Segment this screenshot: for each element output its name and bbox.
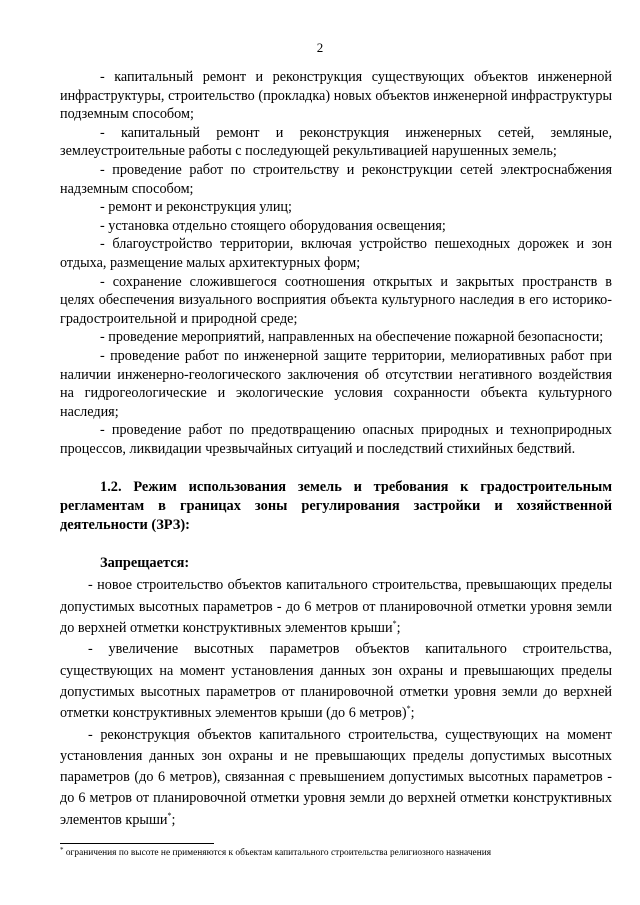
permitted-works-list [60, 68, 612, 458]
footnote-reference: * [406, 704, 411, 714]
footnote [60, 847, 612, 859]
footnote-reference: * [167, 810, 172, 820]
list-item-text: - новое строительство объектов капитального строительства, превышающих пределы допустимых высотных параметров - до 6 метров от планировочной отметки уровня земли до верхней отметки конструктивных элементов крыши [60, 577, 612, 637]
list-item-end: ; [171, 811, 176, 828]
footnote-divider [60, 843, 214, 844]
list-item [60, 725, 612, 831]
list-item: - капитальный ремонт и реконструкция инженерных сетей, земляные, землеустроительные работы с последующей рекультивацией нарушенных земель; [60, 124, 612, 160]
list-item [60, 575, 612, 639]
list-item: - проведение работ по инженерной защите территории, мелиоративных работ при наличии инженерно-геологического заключения об отсутствии негативного воздействия на гидрогеологические и экологические условия сохранности объекта культурного наследия; [60, 347, 612, 420]
list-item: - проведение мероприятий, направленных на обеспечение пожарной безопасности; [100, 329, 604, 346]
prohibited-subheading: Запрещается: [100, 555, 190, 572]
section-heading: 1.2. Режим использования земель и требования к градостроительным регламентам в границах зоны регулирования застройки и хозяйственной деятельности (ЗРЗ): [60, 479, 612, 534]
list-item: - капитальный ремонт и реконструкция существующих объектов инженерной инфраструктуры, строительство (прокладка) новых объектов инженерной инфраструктуры подземным способом; [60, 69, 612, 123]
list-item-end: ; [410, 705, 415, 722]
list-item-text: - увеличение высотных параметров объектов капитального строительства, существующих на момент установления данных зон охраны и превышающих пределы допустимых высотных параметров от планировочной отметки уровня земли до верхней отметки конструктивных элементов крыши (до 6 метров) [60, 641, 612, 722]
list-item: - установка отдельно стоящего оборудования освещения; [100, 217, 446, 234]
list-item: - благоустройство территории, включая устройство пешеходных дорожек и зон отдыха, размещение малых архитектурных форм; [60, 236, 612, 271]
footnote-reference: * [392, 619, 397, 629]
list-item [60, 639, 612, 724]
prohibited-works-list [60, 575, 612, 831]
list-item-end: ; [396, 620, 401, 637]
list-item-text: - реконструкция объектов капитального строительства, существующих на момент установления данных зон охраны и не превышающих пределы допустимых высотных параметров (до 6 метров), связанная с превышением допустимых высотных параметров - до 6 метров от планировочной отметки уровня земли до верхней отметки конструктивных элементов крыши [60, 726, 612, 828]
document-body [60, 68, 612, 831]
footnote-text: ограничения по высоте не применяются к объектам капитального строительства религиозного назначения [63, 848, 492, 858]
footnote-mark: * [60, 846, 64, 854]
list-item: - проведение работ по предотвращению опасных природных и техноприродных процессов, ликвидации чрезвычайных ситуаций и последствий стихийных бедствий. [60, 422, 612, 457]
list-item: - проведение работ по строительству и реконструкции сетей электроснабжения надземным способом; [60, 161, 612, 197]
list-item: - сохранение сложившегося соотношения открытых и закрытых пространств в целях обеспечения визуального восприятия объекта культурного наследия в его историко-градостроительной и природной среде; [60, 273, 612, 327]
list-item: - ремонт и реконструкция улиц; [100, 199, 292, 216]
page-number: 2 [316, 40, 324, 55]
